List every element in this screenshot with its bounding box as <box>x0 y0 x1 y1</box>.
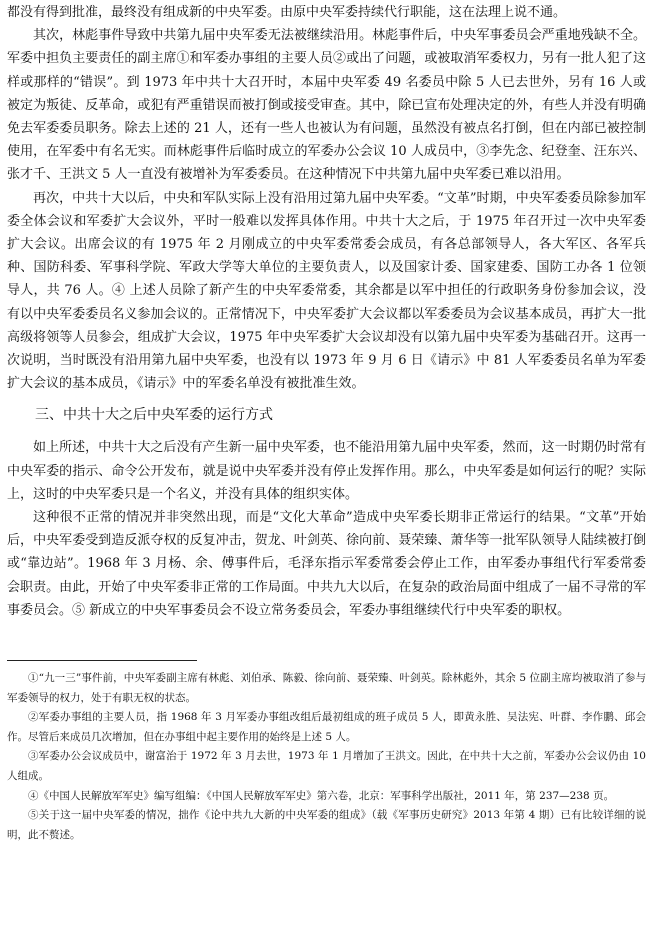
body-text <box>7 1 646 395</box>
paragraph-3: 再次，中共十大以后，中央和军队实际上没有沿用过第九届中央军委。“文革”时期，中央军委委员除参加军委全体会议和军委扩大会议外，平时一般难以发挥具体作用。中共十大之后，于 1975 年召开过一次中央军委扩大会议。出席会议的有 1975 年 2 月刚成立的中央军委常委会成员，有各总部领导人，各大军区、各军兵种、国防科委、军事科学院、军政大学等大单位的主要负责人，以及国家计委、国家建委、国防工办各 1 位领导人，共 76 人。④ 上述人员除了新产生的中央军委常委，其余都是以军中担任的行政职务身份参加会议，没有以中央军委委员名义参加会议的。正常情况下，中央军委扩大会议都以军委委员为会议基本成员，再扩大一批高级将领等人员参会，组成扩大会议，1975 年中央军委扩大会议却没有以第九届中央军委为基础召开。这再一次说明，当时既没有沿用第九届中央军委，也没有以 1973 年 9 月 6 日《请示》中 81 人军委委员名单为军委扩大会议的基本成员，《请示》中的军委名单没有被批准生效。 <box>7 190 646 392</box>
section-heading: 三、中共十大之后中央军委的运行方式 <box>35 407 273 424</box>
footnotes <box>7 669 646 845</box>
paragraph-2: 其次，林彪事件导致中共第九届中央军委无法被继续沿用。林彪事件后，中央军事委员会严重地残缺不全。军委中担负主要责任的副主席①和军委办事组的主要人员②或出了问题，或被取消军委权力，另有一批人犯了这样或那样的“错误”。到 1973 年中共十大召开时，本届中央军委 49 名委员中除 5 人已去世外，另有 16 人或被定为叛徒、反革命，或犯有严重错误而被打倒或接受审查。其中，除已宣布处理决定的外，有些人并没有明确免去军委委员职务。除去上述的 21 人，还有一些人也被认为有问题，虽然没有被点名打倒，但在内部已被控制使用，在军委中有名无实。而林彪事件后临时成立的军委办公会议 10 人成员中，③李先念、纪登奎、汪东兴、张才千、王洪文 5 人一直没有被增补为军委委员。在这种情况下中共第九届中央军委已难以沿用。 <box>7 28 646 183</box>
paragraph-1: 都没有得到批准，最终没有组成新的中央军委。由原中央军委持续代行职能，这在法理上说不通。 <box>7 5 567 20</box>
footnote-5: ⑤关于这一届中央军委的情况，拙作《论中共九大新的中央军委的组成》（载《军事历史研究》2013 年第 4 期）已有比较详细的说明，此不赘述。 <box>7 809 646 841</box>
paragraph-4: 如上所述，中共十大之后没有产生新一届中央军委，也不能沿用第九届中央军委，然而，这一时期仍时常有中央军委的指示、命令公开发布，就是说中央军委并没有停止发挥作用。那么，中央军委是如何运行的呢？实际上，这时的中央军委只是一个名义，并没有具体的组织实体。 <box>7 440 646 502</box>
paragraph-5: 这种很不正常的情况并非突然出现，而是“文化大革命”造成中央军委长期非正常运行的结果。“文革”开始后，中央军委受到造反派夺权的反复冲击，贺龙、叶剑英、徐向前、聂荣臻、萧华等一批军队领导人陆续被打倒或“靠边站”。1968 年 3 月杨、余、傅事件后，毛泽东指示军委常委会停止工作，由军委办事组代行军委常委会职责。由此，开始了中央军委非正常的工作局面。中共九大以后，在复杂的政治局面中组成了一届不寻常的军事委员会。⑤ 新成立的中央军事委员会不设立常务委员会，军委办事组继续代行中央军委的职权。 <box>7 510 646 618</box>
document-page <box>0 1 653 942</box>
footnote-3: ③军委办公会议成员中，谢富治于 1972 年 3 月去世，1973 年 1 月增加了王洪文。因此，在中共十大之前，军委办公会议仍由 10 人组成。 <box>7 750 646 783</box>
body-text-after <box>7 436 646 622</box>
footnote-4: ④《中国人民解放军军史》编写组编：《中国人民解放军军史》第六卷，北京：军事科学出版社，2011 年，第 237—238 页。 <box>28 789 615 802</box>
footnote-1: ①“九一三”事件前，中央军委副主席有林彪、刘伯承、陈毅、徐向前、聂荣臻、叶剑英。除林彪外，其余 5 位副主席均被取消了参与军委领导的权力，处于有职无权的状态。 <box>7 672 646 704</box>
footnote-2: ②军委办事组的主要人员，指 1968 年 3 月军委办事组改组后最初组成的班子成员 5 人，即黄永胜、吴法宪、叶群、李作鹏、邱会作。尽管后来成员几次增加，但在办事组中起主要作用的始终是上述 5 人。 <box>7 711 646 743</box>
footnote-separator <box>7 660 197 661</box>
